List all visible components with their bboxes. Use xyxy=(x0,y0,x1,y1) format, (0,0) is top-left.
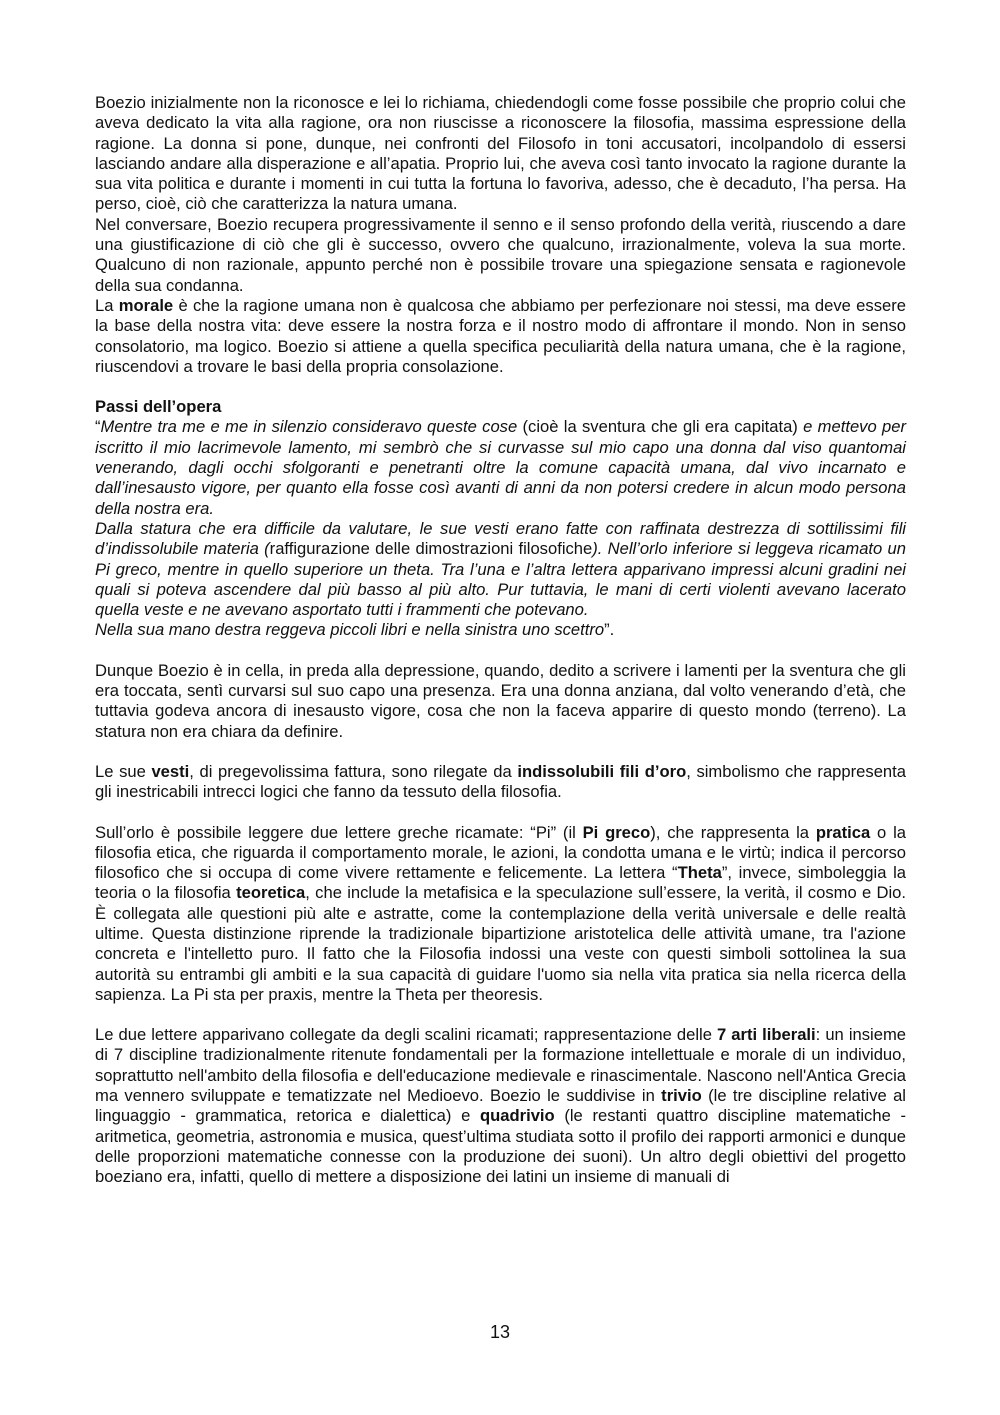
paragraph-vesti xyxy=(95,762,906,803)
text-run: (le restanti quattro discipline matematiche - aritmetica, geometria, astronomia e musica, quest’ultima studiata sotto il profilo dei rapporti armonici e dunque delle proporzioni matematiche connesse con la produzione dei suoni). Un altro degli obiettivi del progetto boeziano era, infatti, quello di mettere a disposizione dei latini un insieme di manuali di xyxy=(95,1106,906,1187)
text-run: Le due lettere apparivano collegate da degli scalini ricamati; rappresentazione delle xyxy=(95,1025,717,1045)
paragraph-liberal-arts xyxy=(95,1025,906,1187)
quote-paragraph-3 xyxy=(95,620,906,640)
quote-paragraph-2 xyxy=(95,519,906,620)
page-number: 13 xyxy=(489,1322,511,1342)
page-body xyxy=(95,93,906,1188)
text-run: Le sue xyxy=(95,761,152,781)
italic-run: ). Nell’orlo inferiore si leggeva ricamato un Pi greco, mentre in quello superiore un theta. Tra l’una e l’altra lettera apparivano impressi alcuni gradini nei quali si poteva ascendere dal più basso al più alto. Pur tuttavia, le mani di certi violenti avevano lacerato quella veste e ne avevano asportato tutti i frammenti che potevano. xyxy=(95,539,906,620)
text-run: ), che rappresenta la xyxy=(650,822,816,842)
paragraph-cell: Dunque Boezio è in cella, in preda alla depressione, quando, dedito a scrivere i lamenti per la sventura che gli era toccata, sentì curvarsi sul suo capo una presenza. Era una donna anziana, dal volto venerando d’età, che tuttavia godeva ancora di inesausto vigore, cosa che non la faceva apparire di questo mondo (terreno). La statura non era chiara da definire. xyxy=(95,660,906,741)
paragraph-gap xyxy=(95,803,906,823)
text-run: , che include la metafisica e la speculazione sull’essere, la verità, il cosmo e Dio. È collegata alle questioni più alte e astratte, come la contemplazione della verità universale e delle realtà ultime. Questa distinzione riprende la tradizionale bipartizione aristotelica delle attività umane, tra l'azione concreta e l'intelletto puro. Il fatto che la Filosofia indossi una veste con questi simboli sottolinea la sua autorità su entrambi gli ambiti e la sua capacità di guidare l'uomo sia nella vita pratica sia nella ricerca della sapienza. La Pi sta per praxis, mentre la Theta per theoresis. xyxy=(95,883,907,1004)
bold-term: teoretica xyxy=(236,883,306,903)
paragraph-greek-letters xyxy=(95,823,906,1006)
italic-run: Mentre tra me e me in silenzio consideravo queste cose xyxy=(100,417,518,437)
text-run: La xyxy=(95,295,119,315)
paragraph-conversation: Nel conversare, Boezio recupera progressivamente il senno e il senso profondo della verità, riuscendo a dare una giustificazione di ciò che gli è successo, ovvero che qualcuno, irrazionalmente, voleva la sua morte. Qualcuno di non razionale, appunto perché non è possibile trovare una spiegazione sensata e ragionevole della sua condanna. xyxy=(95,214,906,295)
italic-run: Dalla statura che era difficile da valutare, le sue vesti erano fatte con raffinata destrezza di sottilissimi fili d’indissolubile materia ( xyxy=(95,518,906,559)
italic-run: Nella sua mano destra reggeva piccoli libri e nella sinistra uno scettro xyxy=(95,620,605,640)
paragraph-gap xyxy=(95,742,906,762)
text-run: , simbolismo che rappresenta gli inestricabili intrecci logici che fanno da tessuto della filosofia. xyxy=(95,761,906,802)
paragraph-gap xyxy=(95,377,906,397)
text-run: (le tre discipline relative al linguaggio - grammatica, retorica e dialettica) e xyxy=(95,1086,906,1126)
text-run: ”, invece, simboleggia la teoria o la filosofia xyxy=(95,863,906,903)
bold-term: trivio xyxy=(661,1086,702,1106)
bold-term: quadrivio xyxy=(479,1106,555,1126)
paragraph-gap xyxy=(95,1005,906,1025)
text-run: ”. xyxy=(604,620,615,640)
paragraph-morale xyxy=(95,296,906,377)
text-run: (cioè la sventura che gli era capitata) xyxy=(517,417,804,437)
bold-term: Pi greco xyxy=(582,822,651,842)
paragraph-gap xyxy=(95,641,906,661)
paragraph-intro: Boezio inizialmente non la riconosce e lei lo richiama, chiedendogli come fosse possibile che proprio colui che aveva dedicato la vita alla ragione, ora non riuscisse a riconoscere la filosofia, massima espressione della ragione. La donna si pone, dunque, nei confronti del Filosofo in toni accusatori, incolpandolo di essersi lasciando andare alla disperazione e all’apatia. Proprio lui, che aveva così tanto invocato la ragione durante la sua vita politica e durante i momenti in cui tutta la fortuna lo favoriva, adesso, che è decaduto, l’ha persa. Ha perso, cioè, ciò che caratterizza la natura umana. xyxy=(95,93,906,214)
quote-paragraph-1 xyxy=(95,417,906,518)
bold-term: pratica xyxy=(815,822,871,842)
bold-term: morale xyxy=(118,295,174,315)
italic-run: e mettevo per iscritto il mio lacrimevole lamento, mi sembrò che si curvasse sul mio capo una donna dal viso quantomai venerando, dagli occhi sfolgoranti e penetranti oltre la comune capacità umana, dal vivo incarnato e dall’inesausto vigore, per quanto ella fosse così avanti di anni da non potersi credere in alcun modo persona della nostra era. xyxy=(95,417,906,518)
text-run: è che la ragione umana non è qualcosa che abbiamo per perfezionare noi stessi, ma deve essere la base della nostra vita: deve essere la nostra forza e il nostro modo di affrontare il mondo. Non in senso consolatorio, ma logico. Boezio si attiene a quella specifica peculiarità della natura umana, che è la ragione, riuscendovi a trovare le basi della propria consolazione. xyxy=(95,295,906,376)
text-run: o la filosofia etica, che riguarda il comportamento morale, le azioni, la condotta umana e le virtù; indica il percorso filosofico che si occupa di come vivere rettamente e felicemente. La lettera “ xyxy=(95,822,906,883)
bold-term: Theta xyxy=(677,863,722,883)
section-heading: Passi dell’opera xyxy=(95,397,222,417)
text-run: raffigurazione delle dimostrazioni filosofiche xyxy=(269,539,593,559)
bold-term: indissolubili fili d’oro xyxy=(517,761,687,781)
text-run: “ xyxy=(95,417,101,437)
bold-term: 7 arti liberali xyxy=(717,1025,816,1045)
text-run: , di pregevolissima fattura, sono rilegate da xyxy=(189,761,518,781)
text-run: Sull’orlo è possibile leggere due lettere greche ricamate: “Pi” (il xyxy=(95,822,583,842)
text-run: : un insieme di 7 discipline tradizionalmente ritenute fondamentali per la formazione intellettuale e morale di un individuo, soprattutto nell'ambito della filosofia e dell'educazione medievale e rinascimentale. Nascono nell'Antica Grecia ma vennero sviluppate e tematizzate nel Medioevo. Boezio le suddivise in xyxy=(95,1025,907,1106)
bold-term: vesti xyxy=(151,761,190,781)
